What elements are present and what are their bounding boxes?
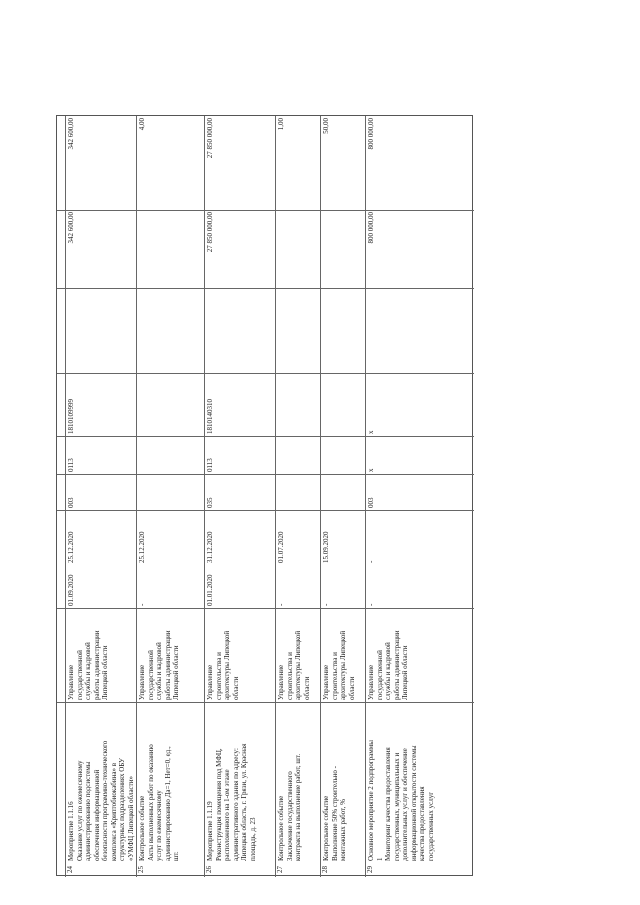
cell-line: государственных, муниципальных и — [392, 752, 401, 861]
cell-value: 342 600,00 — [67, 118, 75, 150]
cell-value: 15.09.2020 — [322, 531, 330, 563]
cell-line: Мероприятие 1.1.19 — [206, 801, 214, 861]
cell-line: архитектуры Липецкой — [339, 630, 348, 700]
cell-line: государственной — [375, 650, 384, 700]
cell-line: Липецкой области — [101, 645, 110, 700]
cell-line: службы и кадровой — [84, 642, 93, 700]
cell-line: работы администрации — [92, 630, 101, 700]
cell-line: площадь, д. 23 — [248, 817, 257, 861]
cell-code3 — [367, 375, 376, 434]
cell-line: службы и кадровой — [384, 642, 393, 700]
cell-line: Оказание услуг по ежемесячному — [75, 760, 84, 861]
cell-line: государственных услуг — [426, 791, 435, 861]
cell-value: 01.01.2020 — [206, 574, 214, 606]
table-column-rule — [136, 116, 137, 877]
cell-line: Мероприятие 1.1.16 — [67, 801, 75, 861]
cell-line: административного здания по адресу: — [231, 748, 240, 861]
table-row-rule — [57, 608, 474, 609]
cell-executor — [322, 610, 356, 700]
cell-line: «УМФЦ Липецкой области» — [126, 776, 135, 861]
cell-executor — [138, 610, 181, 700]
row-number: 28 — [321, 866, 329, 873]
cell-value: 31.12.2020 — [206, 531, 214, 563]
cell-activity — [322, 704, 348, 861]
cell-line: Реконструкция помещения под МФЦ, — [214, 748, 223, 861]
cell-line: контракта на выполнение работ, шт. — [294, 753, 303, 861]
data-table — [56, 115, 473, 876]
cell-line: Мониторинг качества предоставления — [384, 747, 393, 861]
cell-start — [322, 567, 331, 606]
table-column-rule — [65, 116, 66, 877]
cell-value: - — [277, 603, 285, 606]
cell-col-b — [367, 212, 376, 286]
cell-code2 — [67, 438, 76, 472]
cell-code3 — [206, 375, 215, 434]
cell-code1 — [206, 476, 215, 508]
cell-code3 — [67, 375, 76, 434]
cell-col-c — [67, 118, 76, 208]
cell-line: Липецкой области — [172, 645, 181, 700]
table-row-rule — [57, 288, 474, 289]
cell-line: Управление — [322, 664, 330, 700]
cell-line: Контрольное событие — [138, 795, 146, 861]
cell-line: расположенного на 1-ом этаже — [223, 769, 232, 861]
cell-line: администрированию Да=1, Нет=0, ед., — [163, 746, 172, 861]
row-number: 26 — [205, 866, 213, 873]
cell-value: 342 600,00 — [67, 212, 75, 244]
row-number: 25 — [137, 866, 145, 873]
cell-activity — [206, 704, 257, 861]
cell-line: работы администрации — [163, 630, 172, 700]
cell-line: государственной — [75, 650, 84, 700]
cell-line: службы и кадровой — [155, 642, 164, 700]
row-number: 27 — [276, 866, 284, 873]
table-row-rule — [57, 510, 474, 511]
cell-executor — [67, 610, 110, 700]
table-column-rule — [204, 116, 205, 877]
cell-start — [367, 567, 376, 606]
cell-line: Выполнение 50% строительно - — [330, 766, 339, 861]
cell-code2 — [206, 438, 215, 472]
cell-line: информационной открытости системы — [409, 745, 418, 861]
cell-line: области — [347, 676, 356, 700]
cell-line: Управление — [138, 664, 146, 700]
cell-line: 1 — [375, 857, 384, 861]
cell-value: x — [367, 468, 375, 472]
cell-end — [138, 512, 147, 563]
cell-activity — [138, 704, 181, 861]
cell-value: 25.12.2020 — [138, 531, 146, 563]
table-row-rule — [57, 702, 474, 703]
cell-code1 — [367, 476, 376, 508]
table-column-rule — [320, 116, 321, 877]
cell-value: 003 — [67, 497, 75, 508]
cell-col-c — [322, 118, 331, 208]
cell-line: архитектуры Липецкой — [294, 630, 303, 700]
cell-col-c — [206, 118, 215, 208]
cell-code1 — [67, 476, 76, 508]
cell-col-c — [277, 118, 286, 208]
cell-end — [322, 512, 331, 563]
table-row-rule — [57, 210, 474, 211]
cell-value: - — [138, 603, 146, 606]
cell-line: архитектуры Липецкой — [223, 630, 232, 700]
cell-value: - — [367, 560, 375, 563]
cell-line: области — [231, 676, 240, 700]
cell-value: 800 000,00 — [367, 212, 375, 244]
cell-value: 0113 — [67, 458, 75, 472]
cell-line: государственной — [146, 650, 155, 700]
cell-value: 1810109999 — [67, 399, 75, 434]
cell-line: Липецкая область, г. Грязи, ул. Красная — [240, 743, 249, 861]
cell-line: качества предоставления — [418, 786, 427, 861]
cell-activity — [367, 704, 435, 861]
cell-end — [206, 512, 215, 563]
cell-line: строительства и — [330, 652, 339, 700]
cell-value: 1,00 — [277, 118, 285, 131]
cell-value: 035 — [206, 497, 214, 508]
cell-end — [277, 512, 286, 563]
cell-line: области — [302, 676, 311, 700]
cell-line: администрированию подсистемы — [84, 761, 93, 861]
cell-line: Липецкой области — [401, 645, 410, 700]
cell-line: Контрольное событие — [277, 795, 285, 861]
cell-end — [67, 512, 76, 563]
cell-line: комплекса «Криптобиокабина» в — [109, 762, 118, 861]
cell-line: строительства и — [214, 652, 223, 700]
cell-executor — [277, 610, 311, 700]
cell-line: обеспечения информационной — [92, 769, 101, 861]
cell-end — [367, 512, 376, 563]
cell-value: 1810140310 — [206, 399, 214, 434]
cell-value: 01.07.2020 — [277, 531, 285, 563]
cell-value: 003 — [367, 497, 375, 508]
cell-line: Акты выполненных работ по оказанию — [146, 744, 155, 861]
cell-line: Основное мероприятие 2 подпрограммы — [367, 740, 375, 861]
cell-line: работы администрации — [392, 630, 401, 700]
cell-line: Заключение государственного — [285, 771, 294, 861]
cell-line: Управление — [67, 664, 75, 700]
cell-value: 4,00 — [138, 118, 146, 131]
table-row-rule — [57, 474, 474, 475]
cell-executor — [367, 610, 410, 700]
cell-activity — [67, 704, 135, 861]
cell-line: Управление — [206, 664, 214, 700]
cell-activity — [277, 704, 303, 861]
cell-start — [277, 567, 286, 606]
cell-col-b — [206, 212, 215, 286]
row-number: 29 — [366, 866, 374, 873]
cell-line: строительства и — [285, 652, 294, 700]
cell-line: монтажных работ, % — [339, 799, 348, 861]
cell-start — [67, 567, 76, 606]
cell-value: - — [367, 603, 375, 606]
row-number: 24 — [66, 866, 74, 873]
cell-line: дополнительных услуг и обеспечение — [401, 748, 410, 861]
table-row-rule — [57, 373, 474, 374]
cell-value: 25.12.2020 — [67, 531, 75, 563]
cell-value: x — [367, 430, 375, 434]
table-column-rule — [365, 116, 366, 877]
cell-col-c — [138, 118, 147, 208]
cell-start — [138, 567, 147, 606]
cell-value: 50,00 — [322, 118, 330, 134]
cell-line: шт. — [172, 851, 181, 861]
cell-value: 27 850 000,00 — [206, 212, 214, 253]
cell-value: 800 000,00 — [367, 118, 375, 150]
cell-start — [206, 567, 215, 606]
table-row-rule — [57, 436, 474, 437]
cell-value: 0113 — [206, 458, 214, 472]
cell-line: структурных подразделениях ОБУ — [118, 757, 127, 861]
cell-value: - — [322, 603, 330, 606]
table-column-rule — [275, 116, 276, 877]
cell-col-b — [67, 212, 76, 286]
cell-line: услуг по ежемесячному — [155, 790, 164, 861]
cell-code2 — [367, 438, 376, 472]
cell-line: Управление — [277, 664, 285, 700]
cell-executor — [206, 610, 240, 700]
cell-line: безопасности программно-технического — [101, 740, 110, 861]
cell-col-c — [367, 118, 376, 208]
cell-value: 01.09.2020 — [67, 574, 75, 606]
cell-line: Контрольное событие — [322, 795, 330, 861]
cell-value: 27 850 000,00 — [206, 118, 214, 159]
cell-line: Управление — [367, 664, 375, 700]
